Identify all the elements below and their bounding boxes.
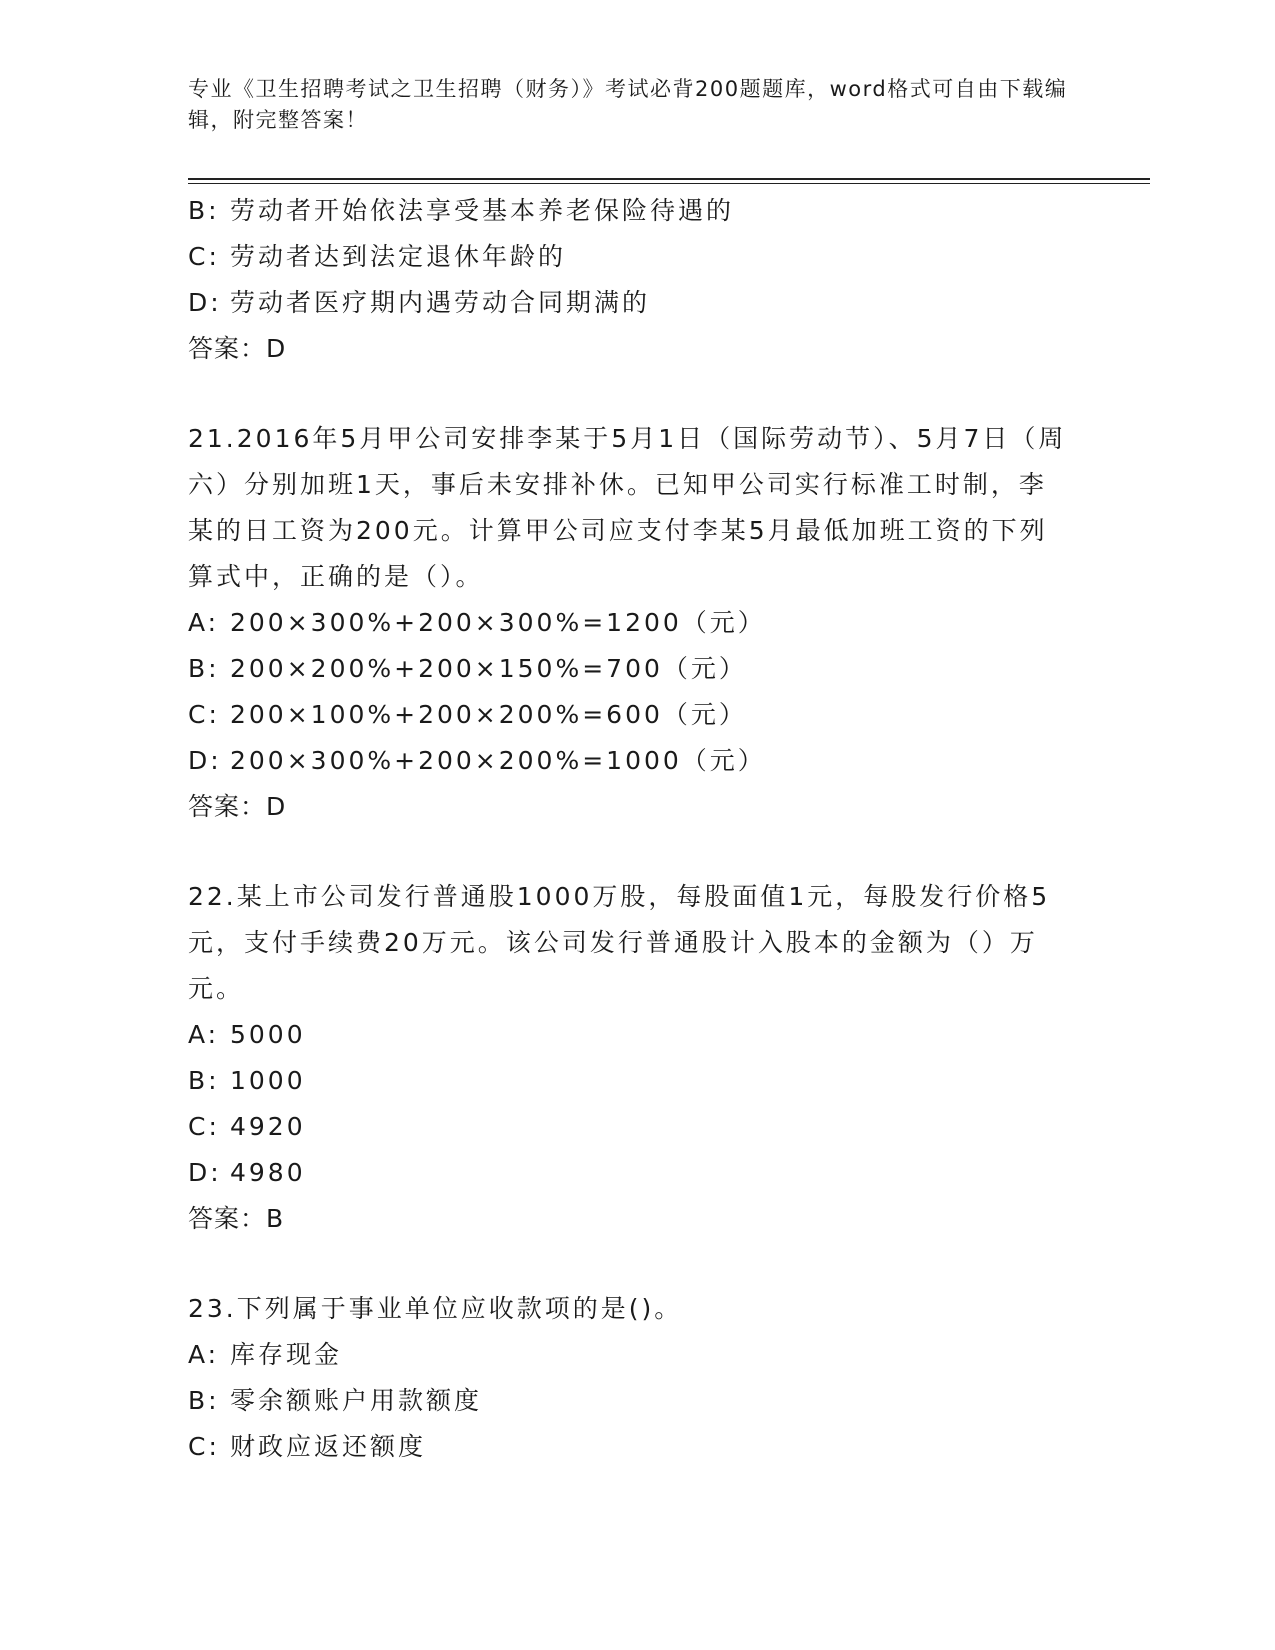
option-a (188, 1012, 1088, 1058)
option-d (188, 1150, 1088, 1196)
option-text: 200×300%+200×200%=1000（元） (230, 746, 766, 775)
option-key: B: (188, 196, 220, 225)
option-key: A: (188, 608, 220, 637)
option-a (188, 1332, 1088, 1378)
option-key: D: (188, 1158, 222, 1187)
spacer (188, 1242, 1088, 1286)
page-header: 专业《卫生招聘考试之卫生招聘（财务）》考试必背200题题库，word格式可自由下载编辑，附完整答案！ (188, 77, 1068, 132)
option-key: A: (188, 1020, 220, 1049)
option-key: D: (188, 746, 222, 775)
option-b (188, 188, 1088, 234)
option-text: 财政应返还额度 (230, 1432, 427, 1461)
option-d (188, 280, 1088, 326)
option-text: 劳动者达到法定退休年龄的 (230, 242, 567, 271)
option-a (188, 600, 1088, 646)
option-b (188, 646, 1088, 692)
option-d (188, 738, 1088, 784)
option-key: C: (188, 1432, 220, 1461)
answer-line: 答案：D (188, 334, 287, 363)
option-key: C: (188, 1112, 220, 1141)
option-text: 4980 (230, 1158, 306, 1187)
header-rule-thick (188, 178, 1150, 180)
option-key: B: (188, 1386, 220, 1415)
option-key: D: (188, 288, 222, 317)
spacer (188, 830, 1088, 874)
option-c (188, 1424, 1088, 1470)
option-key: C: (188, 700, 220, 729)
header-rule-thin (188, 183, 1150, 184)
question-stem: 23.下列属于事业单位应收款项的是()。 (188, 1294, 683, 1323)
option-key: B: (188, 1066, 220, 1095)
question-stem: 22.某上市公司发行普通股1000万股，每股面值1元，每股发行价格5元，支付手续费20万元。该公司发行普通股计入股本的金额为（）万元。 (188, 882, 1051, 1003)
answer-line: 答案：B (188, 1204, 285, 1233)
option-c (188, 234, 1088, 280)
option-text: 4920 (230, 1112, 306, 1141)
option-text: 零余额账户用款额度 (230, 1386, 483, 1415)
option-key: C: (188, 242, 220, 271)
option-b (188, 1378, 1088, 1424)
option-text: 5000 (230, 1020, 306, 1049)
option-key: A: (188, 1340, 220, 1369)
option-text: 劳动者医疗期内遇劳动合同期满的 (230, 288, 651, 317)
answer-line: 答案：D (188, 792, 287, 821)
option-text: 200×200%+200×150%=700（元） (230, 654, 747, 683)
option-text: 200×100%+200×200%=600（元） (230, 700, 747, 729)
option-text: 库存现金 (230, 1340, 343, 1369)
spacer (188, 372, 1088, 416)
option-b (188, 1058, 1088, 1104)
option-text: 劳动者开始依法享受基本养老保险待遇的 (230, 196, 735, 225)
option-c (188, 1104, 1088, 1150)
question-stem: 21.2016年5月甲公司安排李某于5月1日（国际劳动节）、5月7日（周六）分别加班1天，事后未安排补休。已知甲公司实行标准工时制，李某的日工资为200元。计算甲公司应支付李某5月最低加班工资的下列算式中，正确的是（）。 (188, 424, 1067, 591)
question-content (188, 188, 1088, 1470)
option-text: 200×300%+200×300%=1200（元） (230, 608, 766, 637)
option-key: B: (188, 654, 220, 683)
option-c (188, 692, 1088, 738)
option-text: 1000 (230, 1066, 306, 1095)
